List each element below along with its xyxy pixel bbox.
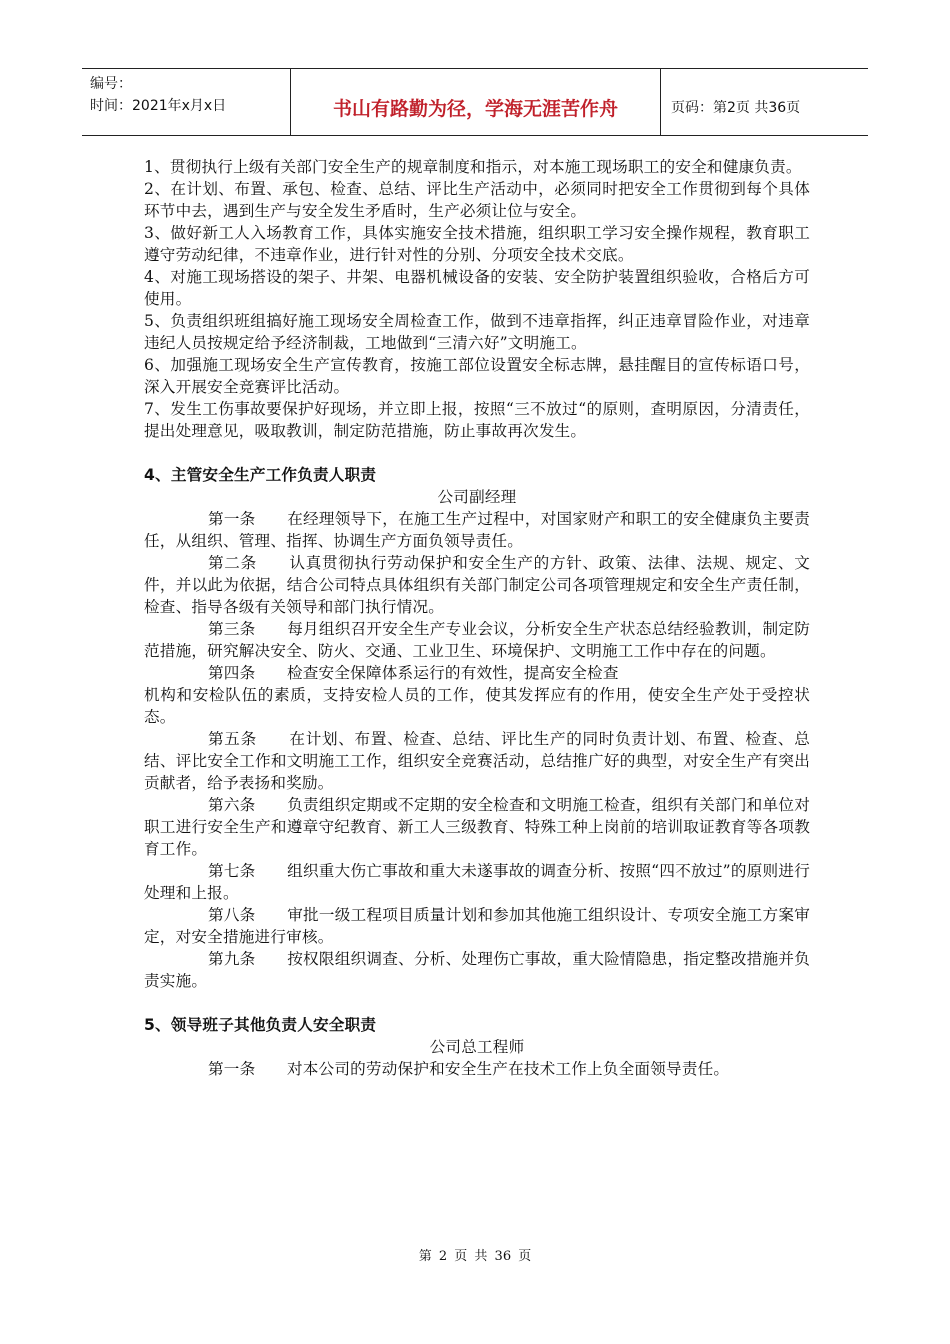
paragraph: 3、做好新工人入场教育工作，具体实施安全技术措施，组织职工学习安全操作规程，教育职工遵守劳动纪律，不违章作业，进行针对性的分别、分项安全技术交底。 bbox=[144, 224, 810, 264]
section-heading: 4、主管安全生产工作负责人职责 bbox=[144, 466, 377, 484]
article-paragraph: 第七条 组织重大伤亡事故和重大未遂事故的调查分析、按照“四不放过”的原则进行处理和上报。 bbox=[144, 862, 810, 902]
number-label: 编号： bbox=[90, 76, 132, 92]
article-paragraph: 第一条 对本公司的劳动保护和安全生产在技术工作上负全面领导责任。 bbox=[208, 1060, 730, 1078]
paragraph: 5、负责组织班组搞好施工现场安全周检查工作，做到不违章指挥，纠正违章冒险作业，对违章违纪人员按规定给予经济制裁，工地做到“三清六好”文明施工。 bbox=[144, 312, 810, 352]
article-paragraph: 第六条 负责组织定期或不定期的安全检查和文明施工检查，组织有关部门和单位对职工进行安全生产和遵章守纪教育、新工人三级教育、特殊工种上岗前的培训取证教育等各项教育工作。 bbox=[144, 796, 810, 858]
page-header bbox=[82, 68, 868, 136]
paragraph: 2、在计划、布置、承包、检查、总结、评比生产活动中，必须同时把安全工作贯彻到每个具体环节中去，遇到生产与安全发生矛盾时，生产必须让位与安全。 bbox=[144, 180, 810, 220]
article-paragraph: 第五条 在计划、布置、检查、总结、评比生产的同时负责计划、布置、检查、总结、评比安全工作和文明施工工作，组织安全竞赛活动，总结推广好的典型，对安全生产有突出贡献者，给予表扬和奖励。 bbox=[144, 730, 810, 792]
paragraph: 1、贯彻执行上级有关部门安全生产的规章制度和指示，对本施工现场职工的安全和健康负责。 bbox=[144, 158, 802, 176]
header-page-info: 页码：第2页 共36页 bbox=[671, 100, 801, 116]
article-paragraph: 第八条 审批一级工程项目质量计划和参加其他施工组织设计、专项安全施工方案审定，对安全措施进行审核。 bbox=[144, 906, 810, 946]
role-title: 公司总工程师 bbox=[429, 1038, 525, 1056]
paragraph: 机构和安检队伍的素质，支持安检人员的工作，使其发挥应有的作用，使安全生产处于受控状态。 bbox=[144, 686, 810, 726]
header-meta bbox=[82, 69, 291, 135]
article-paragraph: 第九条 按权限组织调查、分析、处理伤亡事故，重大险情隐患，指定整改措施并负责实施。 bbox=[144, 950, 810, 990]
time-label: 时间：2021年x月x日 bbox=[90, 98, 227, 114]
page-footer: 第 2 页 共 36 页 bbox=[418, 1249, 532, 1264]
section-heading: 5、领导班子其他负责人安全职责 bbox=[144, 1016, 377, 1034]
article-paragraph: 第二条 认真贯彻执行劳动保护和安全生产的方针、政策、法律、法规、规定、文件，并以此为依据，结合公司特点具体组织有关部门制定公司各项管理规定和安全生产责任制，检查、指导各级有关领导和部门执行情况。 bbox=[144, 554, 810, 616]
article-paragraph: 第四条 检查安全保障体系运行的有效性，提高安全检查 bbox=[208, 664, 619, 682]
paragraph: 4、对施工现场搭设的架子、井架、电器机械设备的安装、安全防护装置组织验收，合格后方可使用。 bbox=[144, 268, 810, 308]
article-paragraph: 第一条 在经理领导下，在施工生产过程中，对国家财产和职工的安全健康负主要责任，从组织、管理、指挥、协调生产方面负领导责任。 bbox=[144, 510, 810, 550]
paragraph: 7、发生工伤事故要保护好现场，并立即上报，按照“三不放过“的原则，查明原因，分清责任，提出处理意见，吸取教训，制定防范措施，防止事故再次发生。 bbox=[144, 400, 810, 440]
paragraph: 6、加强施工现场安全生产宣传教育，按施工部位设置安全标志牌，悬挂醒目的宣传标语口号，深入开展安全竞赛评比活动。 bbox=[144, 356, 810, 396]
header-motto: 书山有路勤为径，学海无涯苦作舟 bbox=[291, 69, 661, 135]
document-body bbox=[144, 156, 810, 1080]
article-paragraph: 第三条 每月组织召开安全生产专业会议，分析安全生产状态总结经验教训，制定防范措施，研究解决安全、防火、交通、工业卫生、环境保护、文明施工工作中存在的问题。 bbox=[144, 620, 810, 660]
role-title: 公司副经理 bbox=[437, 488, 517, 506]
